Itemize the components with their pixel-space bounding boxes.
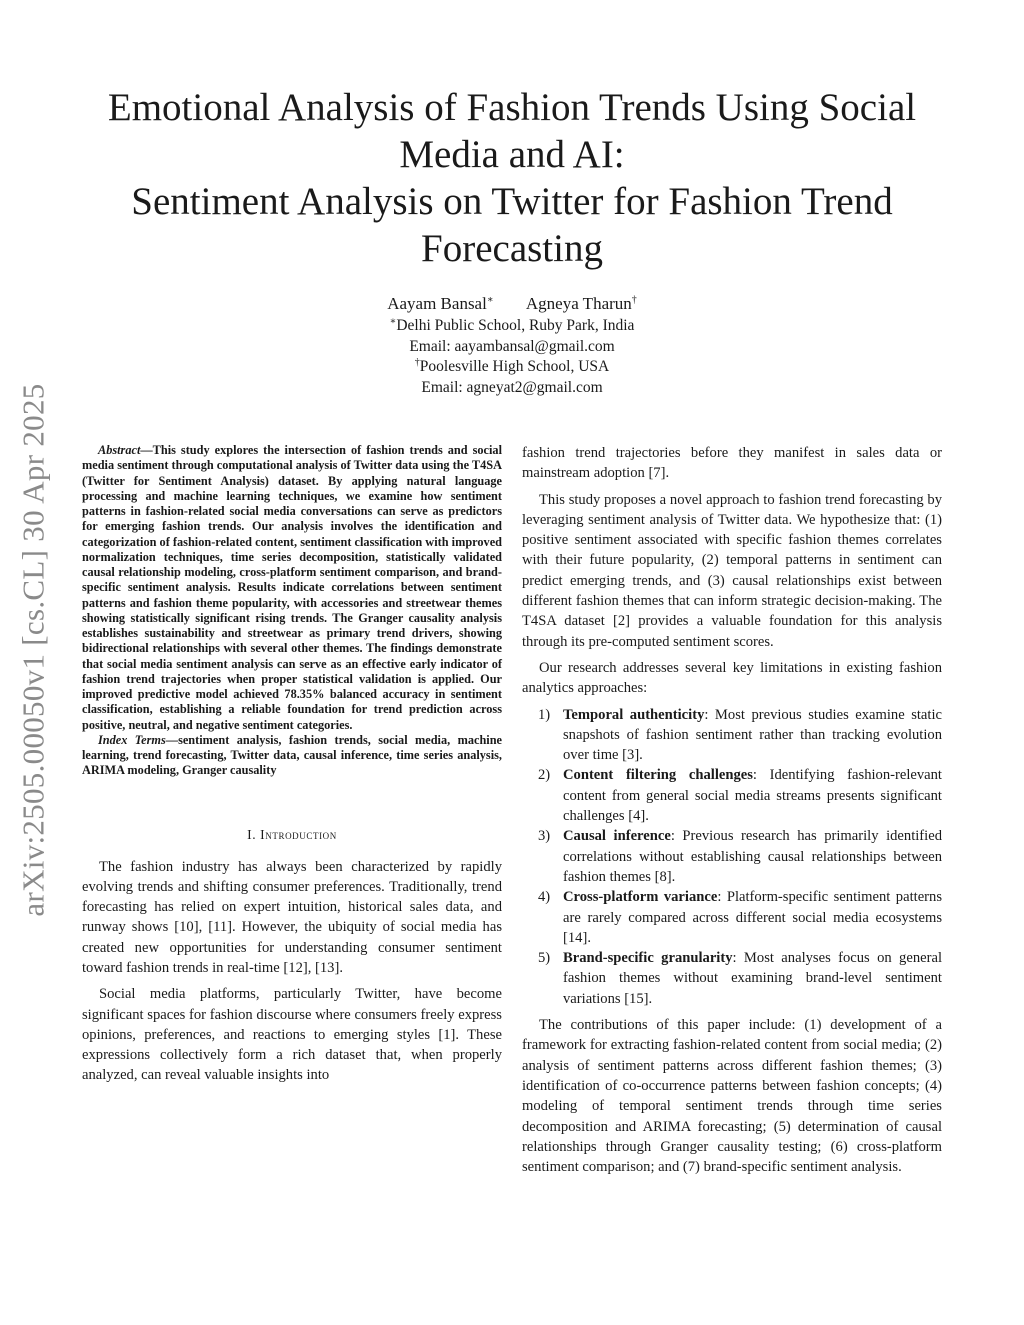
author-2 xyxy=(526,294,637,313)
abstract xyxy=(82,443,502,733)
list-item-number: 4) xyxy=(538,889,551,906)
right-column xyxy=(522,443,942,1177)
affiliation-2 xyxy=(212,357,812,378)
left-column xyxy=(82,443,502,1086)
list-item-text: : Previous research has primarily identified correlations without establishing causal relationships between fashion themes [8]. xyxy=(563,828,942,885)
affiliation-1-mark: ∗ xyxy=(389,315,397,327)
list-item xyxy=(522,705,942,766)
intro-paragraph: Social media platforms, particularly Twitter, have become significant spaces for fashion discourse where consumers freely express opinions, preferences, and reactions to emerging styles [1]. These expressions collectively form a rich dataset that, when properly analyzed, can reveal valuable insights into xyxy=(82,986,502,1084)
hypothesis-paragraph: This study proposes a novel approach to fashion trend forecasting by leveraging sentiment analysis of Twitter data. We hypothesize that: (1) positive sentiment associated with specific fashion themes correlates with their future popularity, (2) temporal patterns in sentiment can predict emerging trends, and (3) causal relationships exist between different fashion themes that can inform strategic decision-making. The T4SA dataset [2] provides a valuable foundation for this analysis through its pre-computed sentiment scores. xyxy=(522,491,942,650)
list-item-number: 1) xyxy=(538,706,551,723)
list-item-term: Temporal authenticity xyxy=(563,706,705,723)
author-2-name: Agneya Tharun xyxy=(525,294,632,313)
title-line: Media and AI: xyxy=(399,133,625,176)
arxiv-identifier-text: arXiv:2505.00050v1 [cs.CL] 30 Apr 2025 xyxy=(16,383,51,917)
list-item-term: Brand-specific granularity xyxy=(563,950,733,967)
list-item-text: : Identifying fashion-relevant content from general social media streams presents significant challenges [4]. xyxy=(563,767,942,825)
title-line: Sentiment Analysis on Twitter for Fashion Trend xyxy=(131,180,893,223)
list-item xyxy=(522,826,942,887)
email-1: Email: aayambansal@gmail.com xyxy=(409,337,615,355)
list-item-number: 2) xyxy=(538,767,551,784)
list-item-term: Cross-platform variance xyxy=(563,889,718,906)
list-item xyxy=(522,887,942,948)
list-item-text: : Most previous studies examine static snapshots of fashion sentiment rather than tracking evolution over time [3]. xyxy=(563,706,942,764)
list-item-number: 3) xyxy=(538,828,551,845)
intro-paragraph: The fashion industry has always been characterized by rapidly evolving trends and shifting consumer preferences. Traditionally, trend forecasting has relied on expert intuition, historical sales data, and runway shows [10], [11]. However, the ubiquity of social media has created new opportunities for understanding consumer sentiment toward fashion trends in real-time [12], [13]. xyxy=(82,858,502,976)
author-2-mark: † xyxy=(631,294,637,306)
index-terms xyxy=(82,733,502,779)
affiliation-1 xyxy=(212,316,812,337)
author-1-mark: ∗ xyxy=(486,294,494,306)
title-line: Forecasting xyxy=(421,227,603,270)
list-item-term: Content filtering challenges xyxy=(563,767,753,784)
list-item-text: : Most analyses focus on general fashion themes without examining brand-level sentiment variations [15]. xyxy=(563,950,942,1007)
list-item-number: 5) xyxy=(538,950,551,967)
author-1-name: Aayam Bansal xyxy=(387,294,487,313)
abstract-lead: Abstract xyxy=(98,443,141,457)
title-line: Emotional Analysis of Fashion Trends Using Social xyxy=(107,86,917,129)
list-item-text: : Platform-specific sentiment patterns are rarely compared across different social media ecosystems [14]. xyxy=(563,889,943,946)
intro-continuation: fashion trend trajectories before they manifest in sales data or mainstream adoption [7]. xyxy=(522,445,942,482)
author-1 xyxy=(387,294,493,313)
index-terms-lead: Index Terms xyxy=(98,732,166,747)
section-heading-introduction: I. Introduction xyxy=(247,826,337,842)
paper-title xyxy=(70,84,954,272)
limitations-intro: Our research addresses several key limitations in existing fashion analytics approaches: xyxy=(522,659,942,697)
affiliation-2-text: Poolesville High School, USA xyxy=(419,358,610,375)
email-2: Email: agneyat2@gmail.com xyxy=(421,378,603,396)
author-names xyxy=(212,292,812,316)
limitations-list xyxy=(522,705,942,1009)
list-item xyxy=(522,765,942,826)
affiliation-1-text: Delhi Public School, Ruby Park, India xyxy=(396,317,635,334)
list-item xyxy=(522,948,942,1009)
arxiv-identifier-stamp xyxy=(12,355,56,945)
contributions-paragraph: The contributions of this paper include: (1) development of a framework for extracting fashion-related content from social media; (2) analysis of sentiment patterns across different fashion themes; (3) identification of co-occurrence patterns between fashion concepts; (4) modeling of temporal sentiment trends through time series decomposition and ARIMA forecasting; (5) determination of causal relationships through Granger causality testing; (6) cross-platform sentiment comparison; and (7) brand-specific sentiment analysis. xyxy=(522,1017,942,1176)
author-block xyxy=(212,292,812,398)
affiliation-2-mark: † xyxy=(414,356,420,368)
index-terms-text: —sentiment analysis, fashion trends, social media, machine learning, trend forecasting, Twitter data, causal inference, time series analysis, ARIMA modeling, Granger causality xyxy=(82,732,502,778)
abstract-text: —This study explores the intersection of fashion trends and social media sentiment through computational analysis of Twitter data using the T4SA (Twitter for Sentiment Analysis) dataset. By applying natural language processing and machine learning techniques, we examine how sentiment patterns in fashion-related social media conversations can serve as predictors for emerging fashion trends. Our analysis involves the identification and categorization of fashion-related content, sentiment classification with improved normalization techniques, time series decomposition, statistically validated causal relationship modeling, cross-platform sentiment comparison, and brand-specific sentiment analysis. Results indicate correlations between sentiment patterns and fashion theme popularity, with accessories and streetwear themes showing statistically significant rising trends. The Granger causality analysis establishes sustainability and streetwear as primary trend drivers, showing bidirectional relationships with several other themes. The findings demonstrate that social media sentiment analysis can serve as an effective early indicator of fashion trend trajectories when proper statistical validation is applied. Our improved predictive model achieved 78.35% balanced accuracy in sentiment classification, establishing a reliable foundation for trend prediction across positive, neutral, and negative sentiment categories. xyxy=(82,443,502,732)
list-item-term: Causal inference xyxy=(563,828,671,845)
